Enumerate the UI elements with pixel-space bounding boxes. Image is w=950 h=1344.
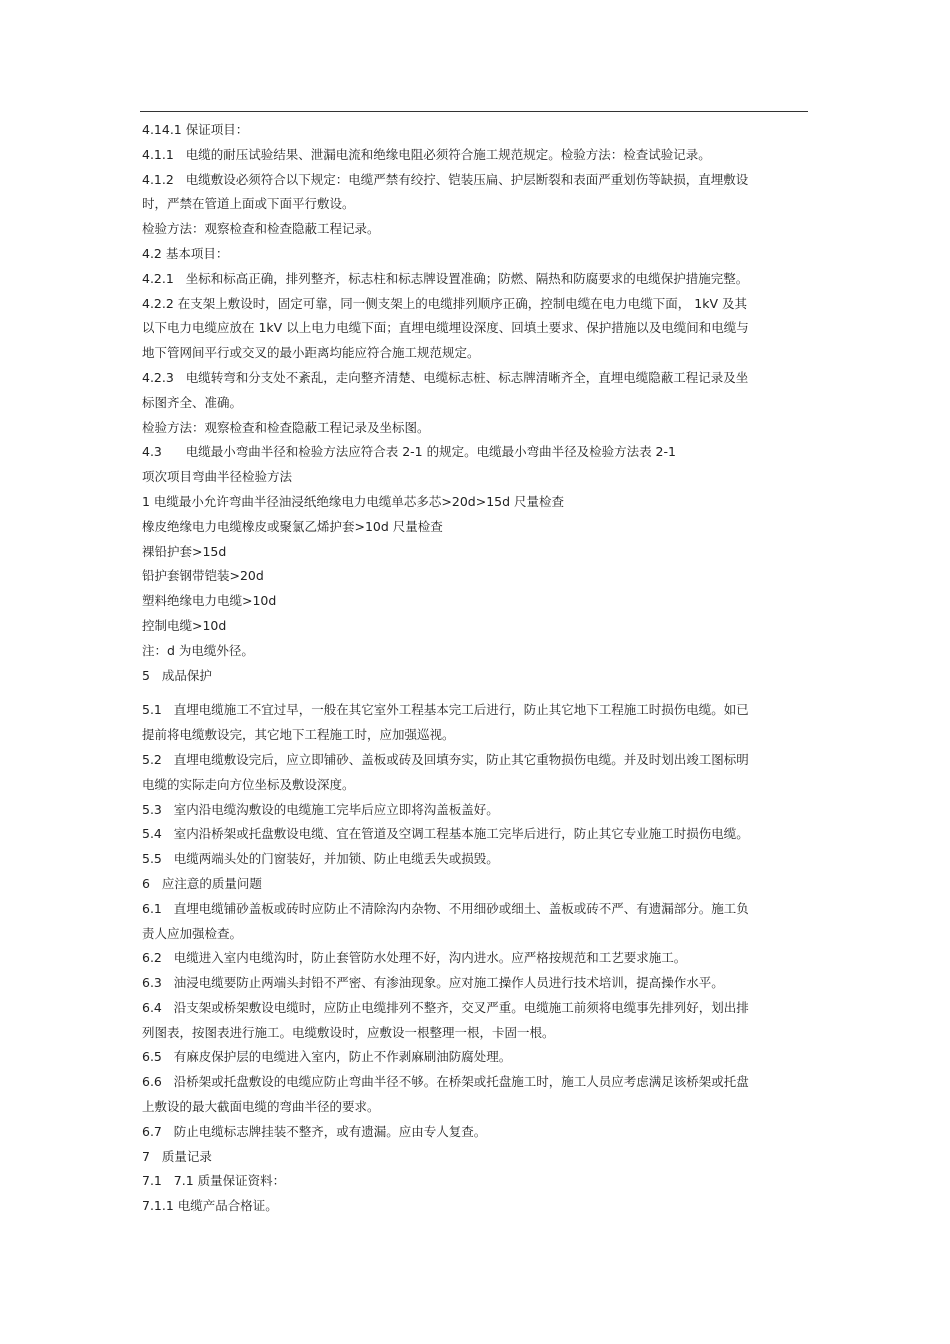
table-row-line: 控制电缆>10d	[142, 617, 227, 633]
text-line: 4.2.3 电缆转弯和分支处不紊乱，走向整齐清楚、电缆标志桩、标志牌清晰齐全，直埋电缆隐蔽工程记录及坐	[142, 369, 749, 385]
header-rule	[140, 111, 808, 112]
text-line: 4.3 电缆最小弯曲半径和检验方法应符合表 2-1 的规定。电缆最小弯曲半径及检验方法表 2-1	[142, 444, 676, 460]
text-line: 7.1.1 电缆产品合格证。	[142, 1198, 278, 1214]
text-line: 4.1.1 电缆的耐压试验结果、泄漏电流和绝缘电阻必须符合施工规范规定。检验方法：检查试验记录。	[142, 146, 711, 162]
text-line: 提前将电缆敷设完，其它地下工程施工时，应加强巡视。	[142, 727, 455, 743]
text-line: 6.3 油浸电缆要防止两端头封铅不严密、有渗油现象。应对施工操作人员进行技术培训，提高操作水平。	[142, 975, 724, 991]
text-line: 4.2 基本项目：	[142, 245, 229, 261]
text-line: 检验方法：观察检查和检查隐蔽工程记录及坐标图。	[142, 419, 430, 435]
text-line: 标图齐全、准确。	[142, 394, 243, 410]
text-line: 上敷设的最大截面电缆的弯曲半径的要求。	[142, 1099, 380, 1115]
text-line: 5.5 电缆两端头处的门窗装好，并加锁、防止电缆丢失或损毁。	[142, 851, 499, 867]
section-heading: 7 质量记录	[142, 1148, 212, 1164]
text-line: 6.7 防止电缆标志牌挂装不整齐，或有遗漏。应由专人复查。	[142, 1123, 487, 1139]
text-line: 5.1 直埋电缆施工不宜过早，一般在其它室外工程基本完工后进行，防止其它地下工程施工时损伤电缆。如已	[142, 702, 749, 718]
text-line: 4.14.1 保证项目：	[142, 122, 249, 137]
text-line: 4.2.2 在支架上敷设时，固定可靠，同一侧支架上的电缆排列顺序正确，控制电缆在电力电缆下面， 1kV 及其	[142, 295, 747, 311]
text-line: 6.5 有麻皮保护层的电缆进入室内，防止不作剥麻刷油防腐处理。	[142, 1049, 512, 1065]
note-line: 注：d 为电缆外径。	[142, 642, 254, 658]
table-row-line: 塑料绝缘电力电缆>10d	[142, 593, 277, 609]
text-line: 6.4 沿支架或桥架敷设电缆时，应防止电缆排列不整齐，交叉严重。电缆施工前须将电缆事先排列好，划出排	[142, 999, 749, 1015]
document-body	[142, 118, 810, 1219]
text-line: 时，严禁在管道上面或下面平行敷设。	[142, 196, 355, 212]
table-row-line: 铅护套钢带铠装>20d	[142, 568, 264, 584]
text-line: 责人应加强检查。	[142, 925, 243, 941]
table-header-line: 项次项目弯曲半径检验方法	[142, 469, 293, 485]
text-line: 7.1 7.1 质量保证资料：	[142, 1173, 286, 1189]
text-line: 5.3 室内沿电缆沟敷设的电缆施工完毕后应立即将沟盖板盖好。	[142, 801, 499, 817]
text-line: 电缆的实际走向方位坐标及敷设深度。	[142, 776, 355, 792]
text-line: 检验方法：观察检查和检查隐蔽工程记录。	[142, 221, 380, 237]
text-line: 4.2.1 坐标和标高正确，排列整齐，标志柱和标志牌设置准确；防燃、隔热和防腐要求的电缆保护措施完整。	[142, 270, 749, 286]
text-line: 6.6 沿桥架或托盘敷设的电缆应防止弯曲半径不够。在桥架或托盘施工时，施工人员应考虑满足该桥架或托盘	[142, 1074, 749, 1090]
table-row-line: 1 电缆最小允许弯曲半径油浸纸绝缘电力电缆单芯多芯>20d>15d 尺量检查	[142, 493, 565, 509]
text-line: 地下管网间平行或交叉的最小距离均能应符合施工规范规定。	[142, 345, 480, 361]
section-heading: 6 应注意的质量问题	[142, 875, 262, 891]
text-line: 以下电力电缆应放在 1kV 以上电力电缆下面；直埋电缆埋设深度、回填土要求、保护措施以及电缆间和电缆与	[142, 320, 749, 336]
section-heading: 5 成品保护	[142, 667, 212, 683]
text-line: 6.2 电缆进入室内电缆沟时，防止套管防水处理不好，沟内进水。应严格按规范和工艺要求施工。	[142, 950, 687, 966]
text-line: 5.2 直埋电缆敷设完后，应立即铺砂、盖板或砖及回填夯实，防止其它重物损伤电缆。并及时划出竣工图标明	[142, 751, 749, 767]
text-line: 列图表，按图表进行施工。电缆敷设时，应敷设一根整理一根，卡固一根。	[142, 1024, 555, 1040]
text-line: 5.4 室内沿桥架或托盘敷设电缆、宜在管道及空调工程基本施工完毕后进行，防止其它专业施工时损伤电缆。	[142, 826, 749, 842]
table-row-line: 橡皮绝缘电力电缆橡皮或聚氯乙烯护套>10d 尺量检查	[142, 518, 443, 534]
text-line: 6.1 直埋电缆铺砂盖板或砖时应防止不清除沟内杂物、不用细砂或细土、盖板或砖不严、有遗漏部分。施工负	[142, 900, 749, 916]
text-line: 4.1.2 电缆敷设必须符合以下规定：电缆严禁有绞拧、铠装压扁、护层断裂和表面严重划伤等缺损，直埋敷设	[142, 171, 749, 187]
table-row-line: 裸铅护套>15d	[142, 543, 227, 559]
